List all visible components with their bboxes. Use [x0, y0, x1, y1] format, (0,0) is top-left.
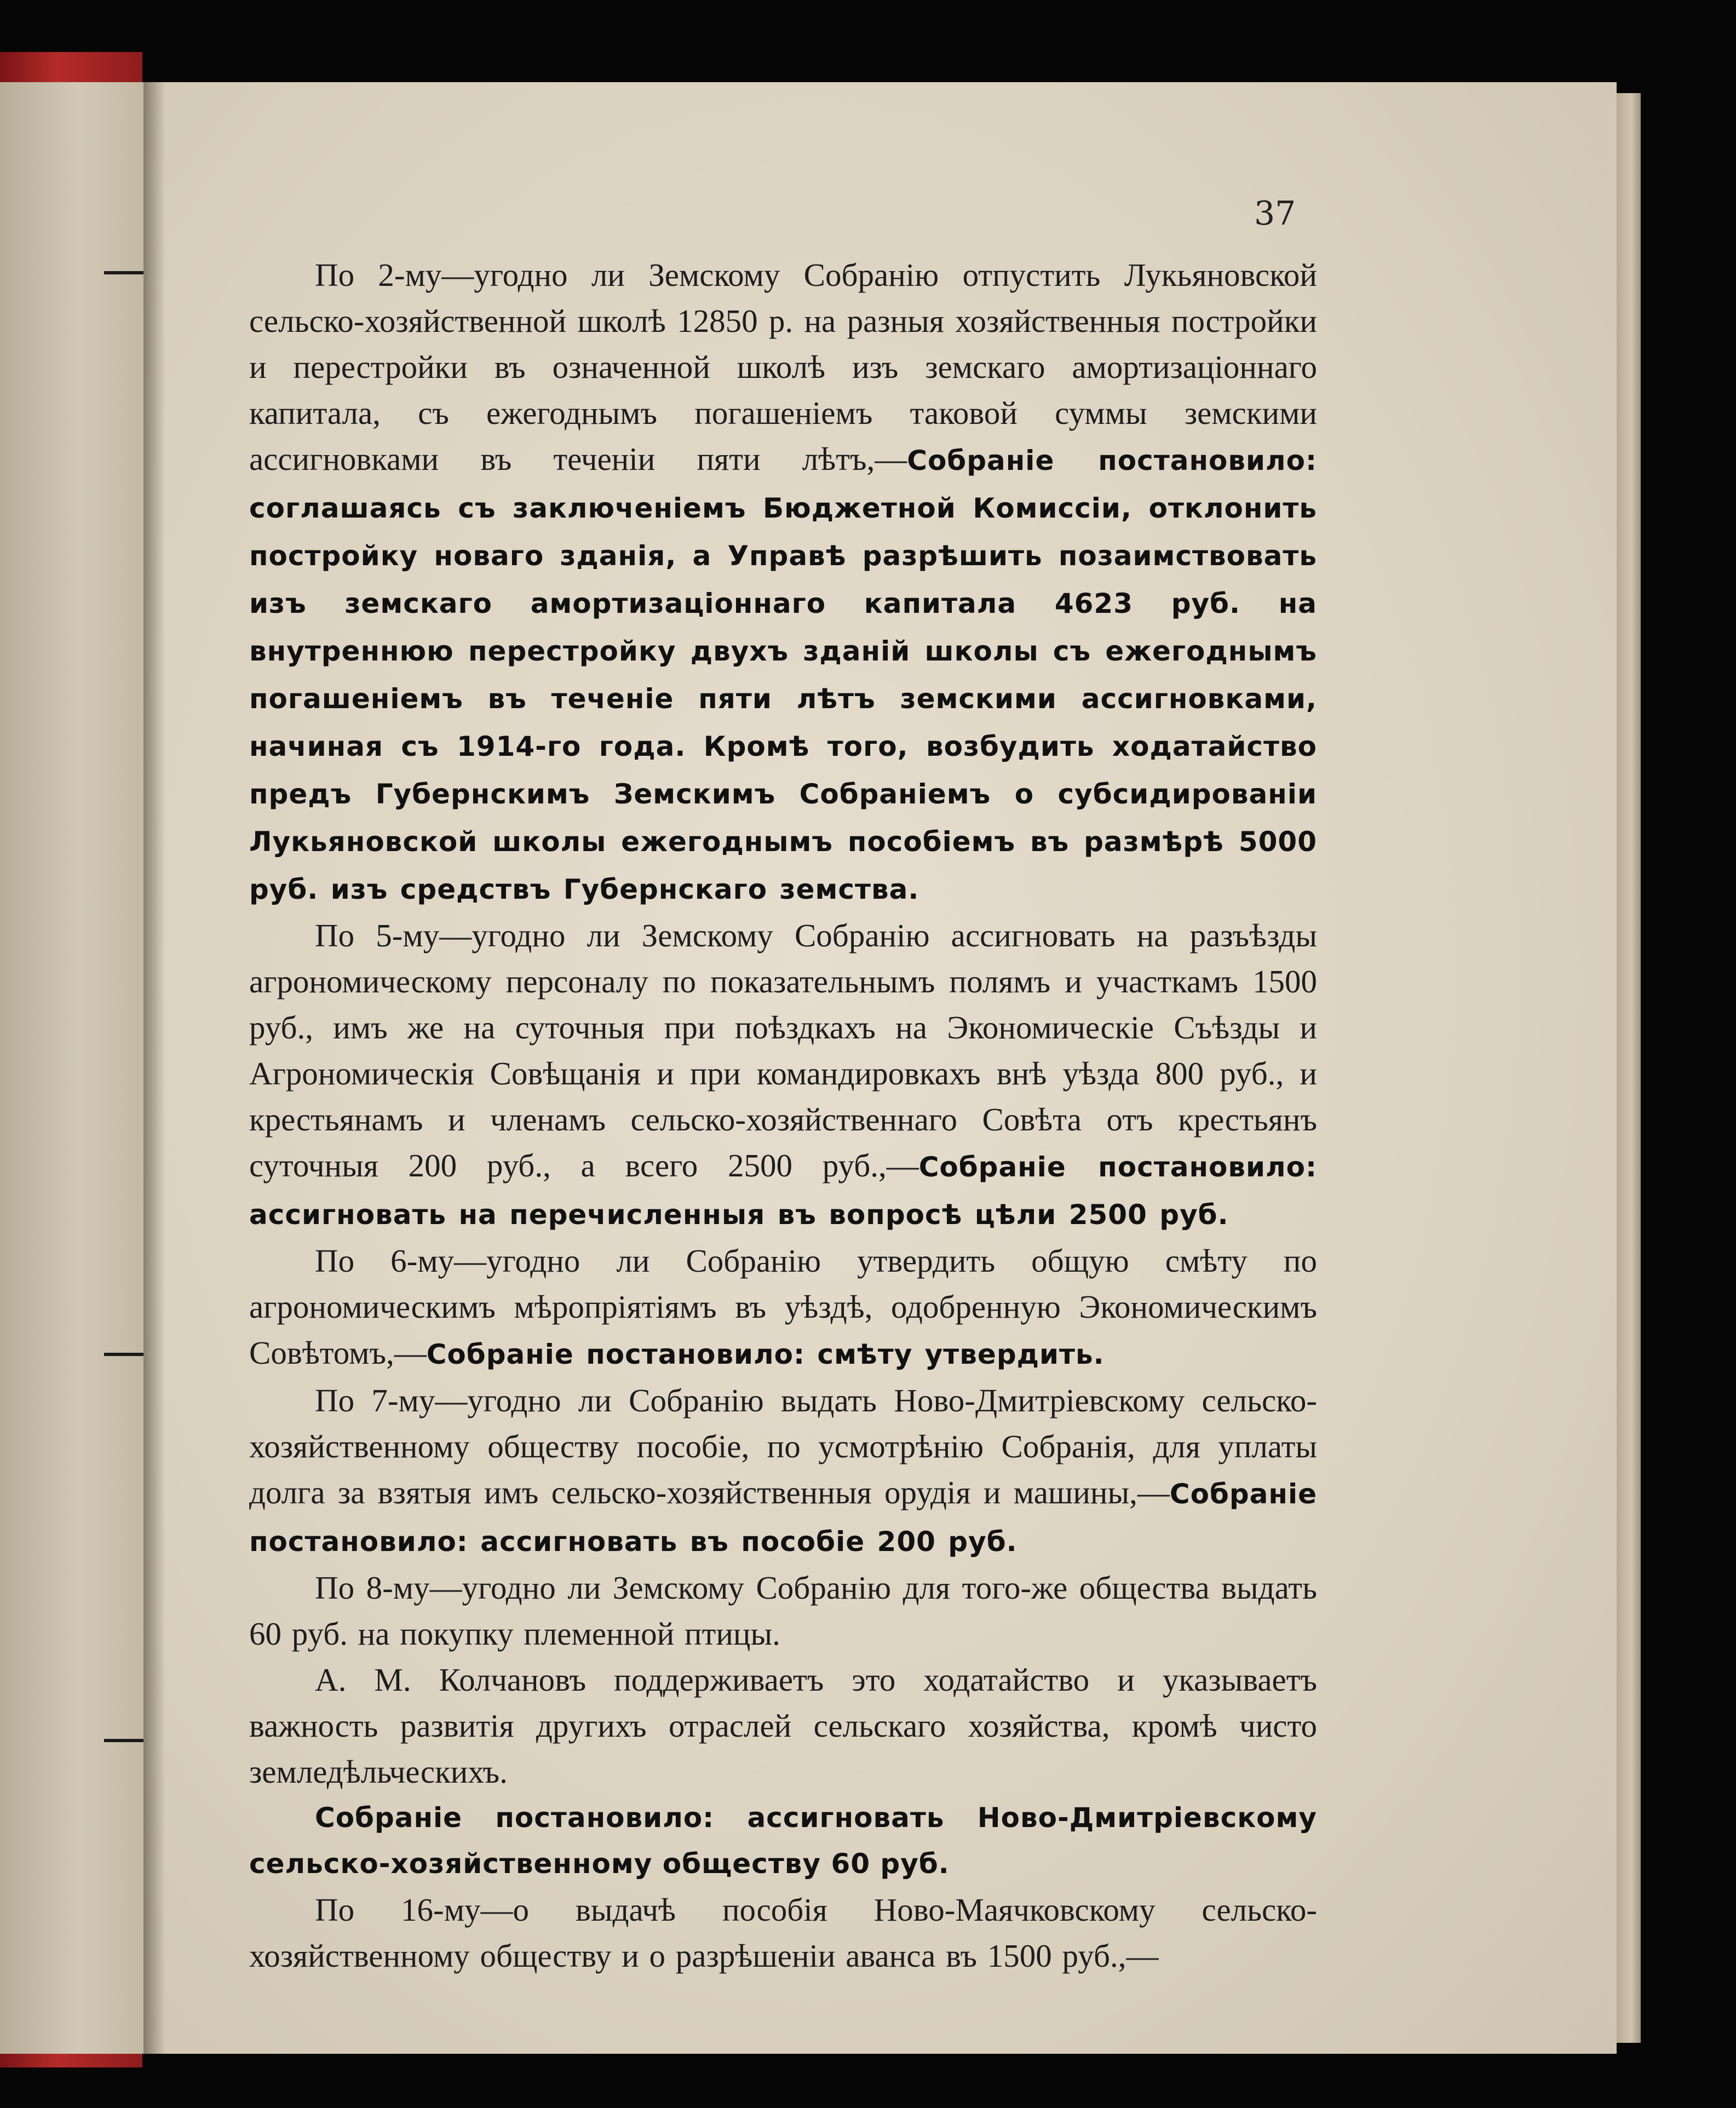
resolution-text: Собраніе постановило: соглашаясь съ заключеніемъ Бюджетной Комиссіи, отклонить постройку новаго зданія, а Управѣ разрѣшить позаимствовать изъ земскаго амортизаціоннаго капитала 4623 руб. на внутреннюю перестройку двухъ зданій школы съ ежегоднымъ погашеніемъ въ теченіе пяти лѣтъ земскими ассигновками, начиная съ 1914-го года. Кромѣ того, возбудить ходатайство предъ Губернскимъ Земскимъ Собраніемъ о субсидированіи Лукьяновской школы ежегоднымъ пособіемъ въ размѣрѣ 5000 руб. изъ средствъ Губернскаго земства.: [249, 445, 1317, 905]
paragraph-item-8: [249, 1565, 1317, 1657]
question-text: По 8-му—угодно ли Земскому Собранію для того-же общества выдать 60 руб. на покупку племенной птицы.: [249, 1570, 1317, 1652]
page-number: 37: [1254, 194, 1296, 233]
question-text: По 7-му—угодно ли Собранію выдать Ново-Дмитріевскому сельско-хозяйственному обществу пособіе, по усмотрѣнію Собранія, для уплаты долга за взятыя имъ сельско-хозяйственныя орудія и машины,—: [249, 1382, 1317, 1510]
paragraph-item-5: [249, 912, 1317, 1238]
paragraph-item-7: [249, 1377, 1317, 1565]
left-page-edge: [0, 82, 145, 2054]
resolution-text: Собраніе постановило: ассигновать на перечисленныя въ вопросѣ цѣли 2500 руб.: [249, 1151, 1317, 1231]
question-text: По 5-му—угодно ли Земскому Собранію ассигновать на разъѣзды агрономическому персоналу по показательнымъ полямъ и участкамъ 1500 руб., имъ же на суточныя при поѣздкахъ на Экономическіе Съѣзды и Агрономическія Совѣщанія и при командировкахъ внѣ уѣзда 800 руб., и крестьянамъ и членамъ сельско-хозяйственнаго Совѣта отъ крестьянъ суточныя 200 руб., а всего 2500 руб.,—: [249, 917, 1317, 1184]
page-text: [249, 252, 1317, 1979]
gutter-shadow: [143, 82, 165, 2054]
resolution-paragraph: Собраніе постановило: ассигновать Ново-Дмитріевскому сельско-хозяйственному обществу 60 руб.: [249, 1802, 1317, 1880]
question-text: По 6-му—угодно ли Собранію утвердить общую смѣту по агрономическимъ мѣропріятіямъ въ уѣздѣ, одобренную Экономическимъ Совѣтомъ,—: [249, 1243, 1317, 1371]
question-text: По 2-му—угодно ли Земскому Собранію отпустить Лукьяновской сельско-хозяйственной школѣ 12850 р. на разныя хозяйственныя постройки и перестройки въ означенной школѣ изъ земскаго амортизаціоннаго капитала, съ ежегоднымъ погашеніемъ таковой суммы земскими ассигновками въ теченіи пяти лѣтъ,—: [249, 257, 1317, 477]
paragraph-item-16: По 16-му—о выдачѣ пособія Ново-Маячковскому сельско-хозяйственному обществу и о разрѣшеніи аванса въ 1500 руб.,—: [249, 1892, 1317, 1974]
statement-text: А. М. Колчановъ поддерживаетъ это ходатайство и указываетъ важность развитія другихъ отраслей сельскаго хозяйства, кромѣ чисто земледѣльческихъ.: [249, 1662, 1317, 1790]
resolution-text: Собраніе постановило: смѣту утвердить.: [426, 1339, 1105, 1370]
page-edge-right: [1617, 93, 1641, 2043]
resolution-text: Собраніе постановило: ассигновать въ пособіе 200 руб.: [249, 1478, 1317, 1558]
paragraph-item-6: [249, 1238, 1317, 1377]
paragraph-kolchanov: [249, 1657, 1317, 1795]
paragraph-item-2: [249, 252, 1317, 912]
